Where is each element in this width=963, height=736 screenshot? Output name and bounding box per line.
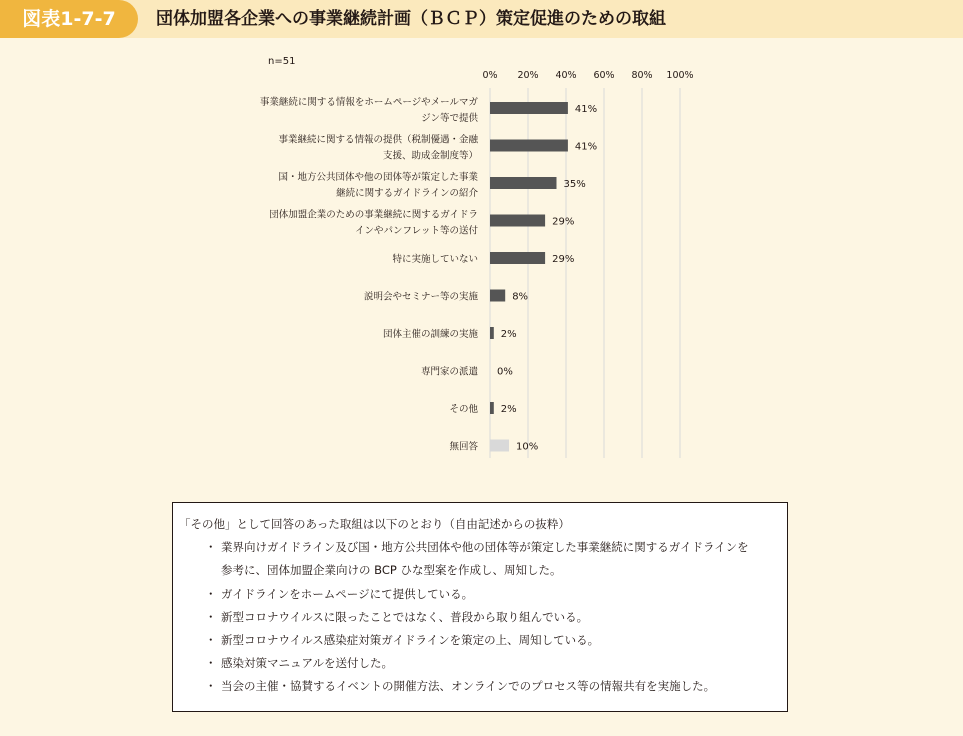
x-tick-label: 40% [555,70,577,81]
other-response-text: ガイドラインをホームページにて提供している。 [221,586,474,601]
category-label: 専門家の派遣 [420,366,478,378]
x-tick-label: 80% [631,70,653,81]
other-responses-list [183,536,777,698]
value-label: 35% [563,179,586,190]
bullet-mark: ・ [205,609,217,624]
bar [490,140,568,152]
category-label: 事業継続に関する情報の提供（税制優遇・金融支援、助成金制度等） [278,134,478,162]
value-label: 10% [516,441,539,453]
other-response-item [183,536,777,582]
category-label: 事業継続に関する情報をホームページやメールマガジン等で提供 [259,97,478,124]
category-label: 無回答 [449,441,478,453]
bar [490,402,494,414]
other-response-text: 感染対策マニュアルを送付した。 [221,656,394,671]
bar-chart [0,38,963,498]
other-response-item [183,606,777,629]
other-responses-box [172,502,788,712]
other-response-text: 参考に、団体加盟企業向けの BCP ひな型案を作成し、周知した。 [221,563,562,578]
category-label: 団体加盟企業のための事業継続に関するガイドラインやパンフレット等の送付 [269,209,478,237]
other-response-item [183,652,777,675]
value-label: 2% [500,404,517,415]
bar [490,252,545,264]
x-tick-label: 60% [593,70,615,81]
category-label: 説明会やセミナー等の実施 [363,291,478,303]
value-label: 8% [512,291,529,303]
bar [490,290,505,302]
bar [490,327,494,339]
category-label: 団体主催の訓練の実施 [382,329,478,340]
figure-number-badge: 図表1-7-7 [0,0,138,38]
other-response-item [183,583,777,606]
x-tick-label: 20% [517,70,539,81]
value-label: 0% [497,366,513,378]
other-responses-heading: 「その他」として回答のあった取組は以下のとおり（自由記述からの抜粋） [179,517,570,531]
bullet-mark: ・ [205,540,217,555]
x-tick-label: 0% [482,70,498,81]
other-response-text: 新型コロナウイルスに限ったことではなく、普段から取り組んでいる。 [221,609,589,624]
bar [490,177,557,189]
bullet-mark: ・ [205,656,217,671]
bullet-mark: ・ [205,633,217,648]
bar [490,440,509,452]
value-label: 29% [552,216,575,228]
other-response-text: 新型コロナウイルス感染症対策ガイドラインを策定の上、周知している。 [221,633,600,648]
value-label: 29% [552,254,575,265]
category-label: 国・地方公共団体や他の団体等が策定した事業継続に関するガイドラインの紹介 [278,172,478,199]
other-response-text: 業界向けガイドライン及び国・地方公共団体や他の団体等が策定した事業継続に関するガイドラインを [221,540,749,555]
value-label: 41% [574,141,598,153]
bullet-mark: ・ [205,586,217,601]
value-label: 2% [500,329,517,340]
x-tick-label: 100% [666,70,694,81]
other-response-item [183,675,777,698]
bar [490,102,568,114]
category-label: その他 [449,404,478,415]
bullet-mark: ・ [205,679,217,694]
other-response-text: 当会の主催・協賛するイベントの開催方法、オンラインでのプロセス等の情報共有を実施した。 [221,679,716,694]
sample-size-label: n=51 [268,56,296,67]
value-label: 41% [574,104,598,115]
figure-title: 団体加盟各企業への事業継続計画（ＢＣＰ）策定促進のための取組 [156,9,666,29]
other-response-item [183,629,777,652]
figure-header [0,0,963,38]
bar [490,215,545,227]
category-label: 特に実施していない [392,254,478,265]
